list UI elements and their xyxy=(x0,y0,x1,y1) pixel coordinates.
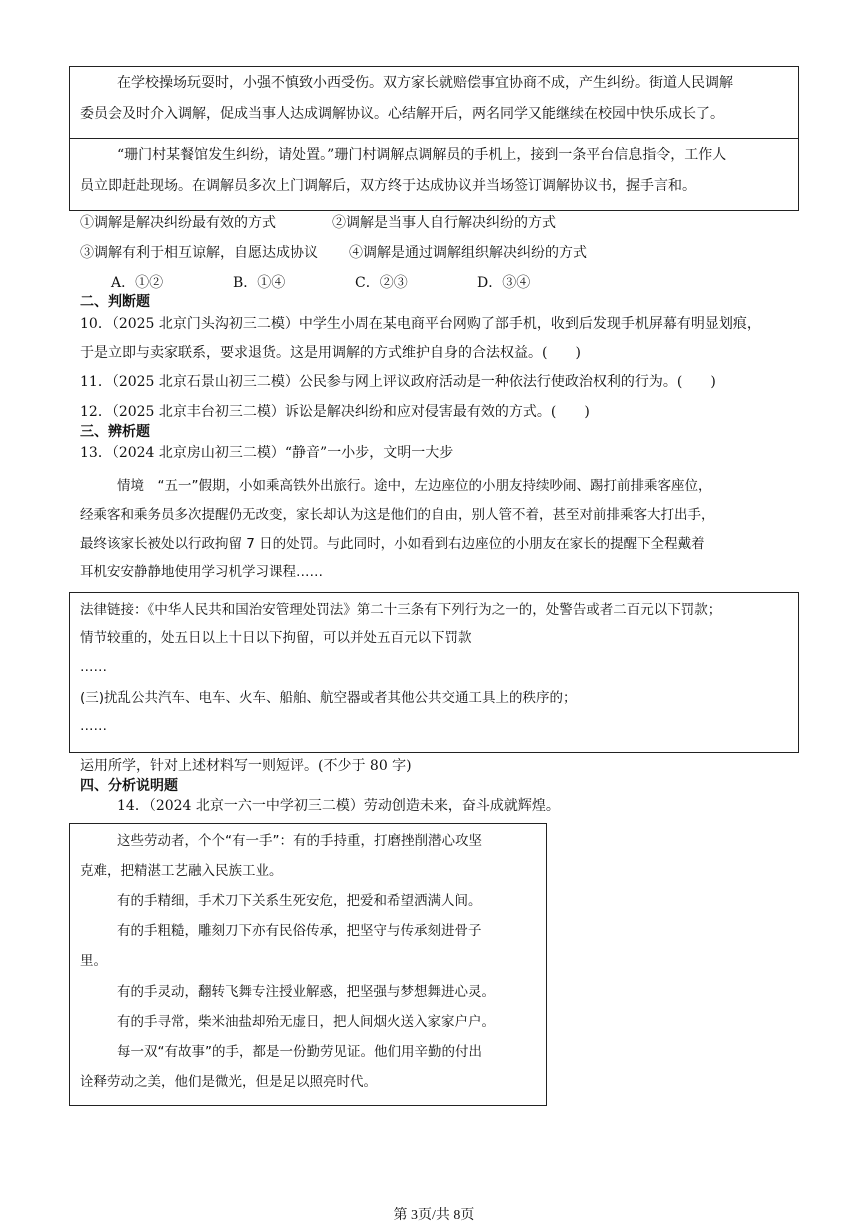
q14-box-line7: 有的手寻常，柴米油盐却殆无虚日，把人间烟火送入家家户户。 xyxy=(117,1014,495,1030)
q14-title: 14．（2024 北京一六一中学初三二模）劳动创造未来，奋斗成就辉煌。 xyxy=(117,798,560,814)
q14-box-line5: 里。 xyxy=(80,953,107,969)
q9-statement-2: ②调解是当事人自行解决纠纷的方式 xyxy=(332,215,556,231)
q12: 12．（2025 北京丰台初三二模）诉讼是解决纠纷和应对侵害最有效的方式。( ) xyxy=(80,404,590,420)
q13-law-line4: (三)扰乱公共汽车、电车、火车、船舶、航空器或者其他公共交通工具上的秩序的； xyxy=(80,690,577,706)
section-2-title: 二、判断题 xyxy=(80,294,150,310)
q9-statement-3: ③调解有利于相互谅解，自愿达成协议 xyxy=(80,245,318,261)
q14-box-line6: 有的手灵动，翻转飞舞专注授业解惑，把坚强与梦想舞进心灵。 xyxy=(117,984,495,1000)
q9-material-bottom-line2: 员立即赶赴现场。在调解员多次上门调解后，双方终于达成协议并当场签订调解协议书，握手言和。 xyxy=(80,178,696,194)
q10-line1: 10．（2025 北京门头沟初三二模）中学生小周在某电商平台网购了部手机，收到后发现手机屏幕有明显划痕， xyxy=(80,316,761,332)
q13-law-line2: 情节较重的，处五日以上十日以下拘留，可以并处五百元以下罚款 xyxy=(80,630,472,646)
q9-material-bottom-line1: “珊门村某餐馆发生纠纷，请处置。”珊门村调解点调解员的手机上，接到一条平台信息指令，工作人 xyxy=(117,147,727,163)
q14-box-line4: 有的手粗糙，雕刻刀下亦有民俗传承，把坚守与传承刻进骨子 xyxy=(117,923,482,939)
q13-law-line1: 法律链接：《中华人民共和国治安管理处罚法》第二十三条有下列行为之一的，处警告或者二百元以下罚款； xyxy=(80,602,722,618)
q9-option-b[interactable]: B．①④ xyxy=(233,275,286,291)
q14-box-line8: 每一双“有故事”的手，都是一份勤劳见证。他们用辛勤的付出 xyxy=(117,1044,482,1060)
section-3-title: 三、辨析题 xyxy=(80,424,150,440)
q13-scenario-line4: 耳机安安静静地使用学习机学习课程…… xyxy=(80,564,323,580)
q10-line2: 于是立即与卖家联系，要求退货。这是用调解的方式维护自身的合法权益。( ) xyxy=(80,345,581,361)
q14-box-line3: 有的手精细，手术刀下关系生死安危，把爱和希望洒满人间。 xyxy=(117,893,482,909)
q14-box-line1: 这些劳动者，个个“有一手”：有的手持重，打磨挫削潜心攻坚 xyxy=(117,833,482,849)
q14-box-line2: 克难，把精湛工艺融入民族工业。 xyxy=(80,863,283,879)
q9-statement-4: ④调解是通过调解组织解决纠纷的方式 xyxy=(349,245,587,261)
q11: 11．（2025 北京石景山初三二模）公民参与网上评议政府活动是一种依法行使政治权利的行为。( ) xyxy=(80,374,716,390)
q13-scenario-line1: 情境 “五一”假期，小如乘高铁外出旅行。途中，左边座位的小朋友持续吵闹、踢打前排乘客座位， xyxy=(117,478,712,494)
q13-scenario-line3: 最终该家长被处以行政拘留 7 日的处罚。与此同时，小如看到右边座位的小朋友在家长的提醒下全程戴着 xyxy=(80,536,705,552)
q13-law-line3: …… xyxy=(80,659,107,675)
q9-option-a[interactable]: A．①② xyxy=(111,275,164,291)
q9-material-top-line1: 在学校操场玩耍时，小强不慎致小西受伤。双方家长就赔偿事宜协商不成，产生纠纷。街道人民调解 xyxy=(117,75,733,91)
q9-material-top-line2: 委员会及时介入调解，促成当事人达成调解协议。心结解开后，两名同学又能继续在校园中快乐成长了。 xyxy=(80,106,724,122)
q9-option-c[interactable]: C．②③ xyxy=(355,275,408,291)
q13-law-line5: …… xyxy=(80,718,107,734)
section-4-title: 四、分析说明题 xyxy=(80,778,178,794)
q9-statement-1: ①调解是解决纠纷最有效的方式 xyxy=(80,215,276,231)
page-number: 第 3页/共 8页 xyxy=(393,1208,475,1223)
q13-task: 运用所学，针对上述材料写一则短评。(不少于 80 字) xyxy=(80,758,412,774)
q14-box-line9: 诠释劳动之美，他们是微光，但是足以照亮时代。 xyxy=(80,1074,377,1090)
q9-option-d[interactable]: D．③④ xyxy=(477,275,531,291)
q13-scenario-line2: 经乘客和乘务员多次提醒仍无改变，家长却认为这是他们的自由，别人管不着，甚至对前排乘客大打出手， xyxy=(80,507,715,523)
q13-title: 13．（2024 北京房山初三二模）“静音”一小步，文明一大步 xyxy=(80,445,454,461)
